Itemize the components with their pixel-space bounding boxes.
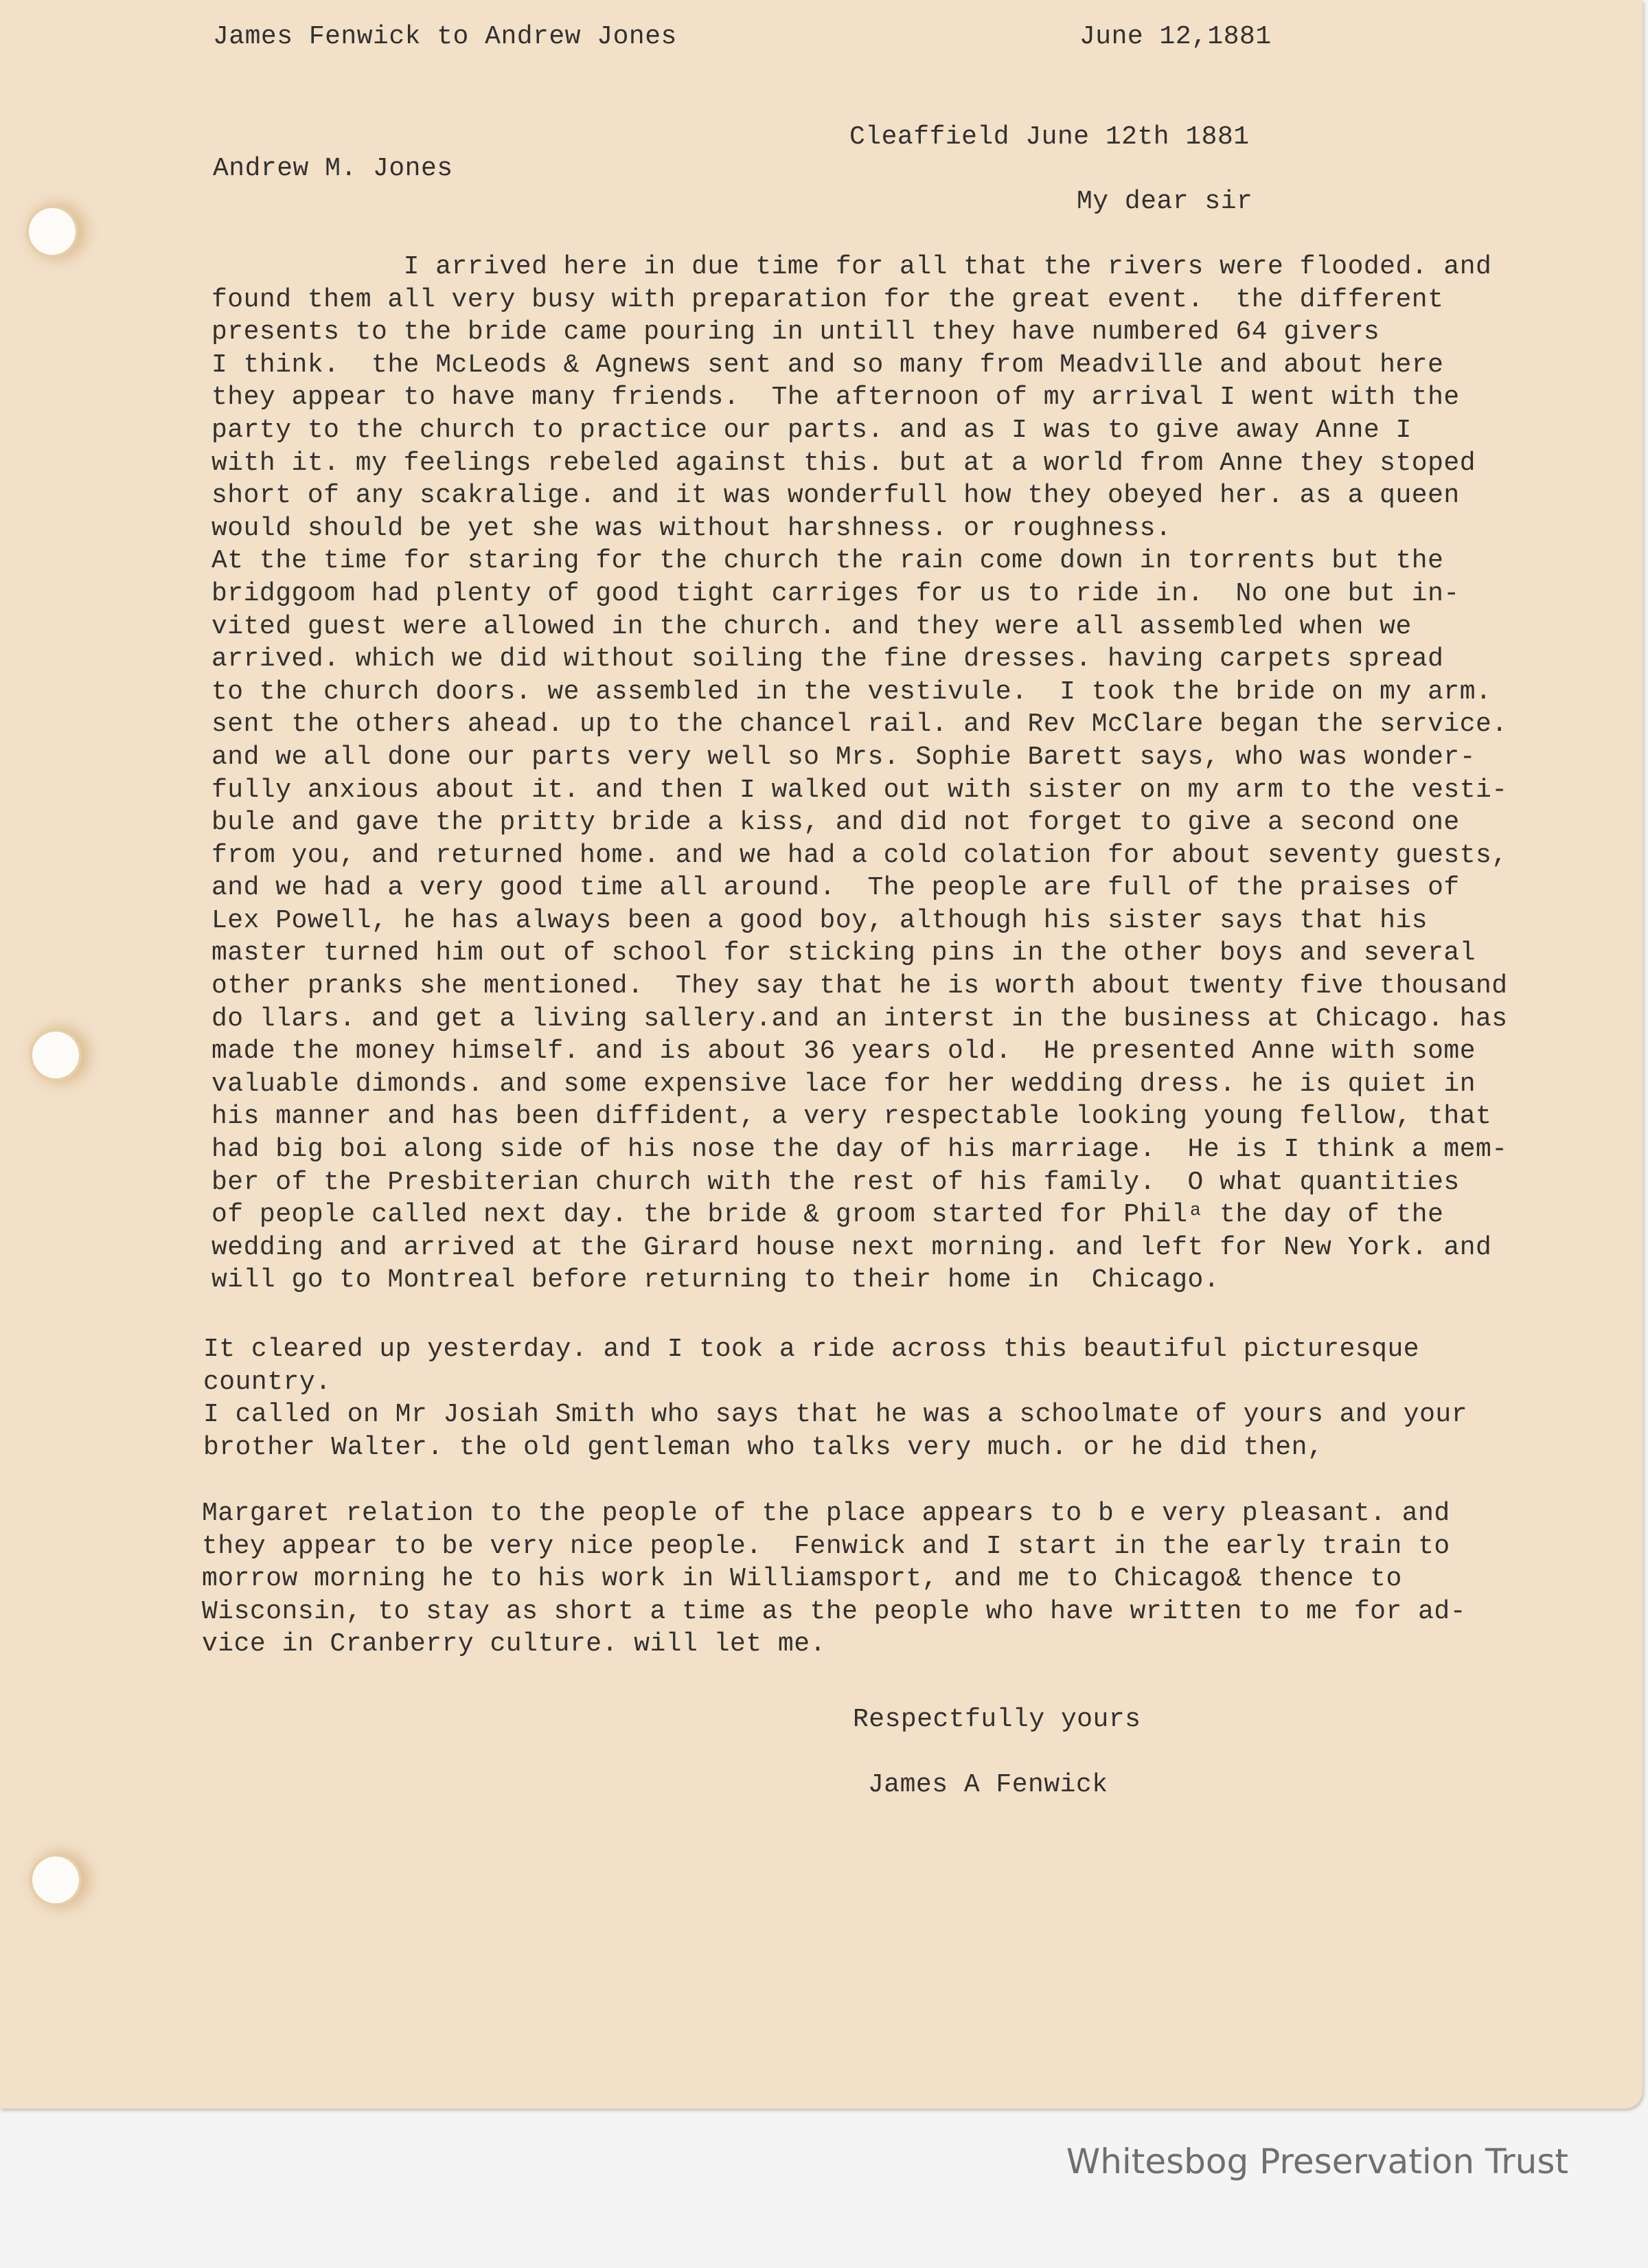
signature: James A Fenwick [868,1770,1108,1800]
footer-credit: Whitesbog Preservation Trust [1066,2142,1568,2181]
punch-hole-middle [32,1032,79,1078]
punch-hole-top [29,208,76,255]
place-date: Cleaffield June 12th 1881 [849,122,1250,152]
recipient: Andrew M. Jones [213,154,453,183]
salutation: My dear sir [1077,187,1253,216]
header-right: June 12,1881 [1079,22,1272,52]
body-paragraph-3: Margaret relation to the people of the place appears to b e very pleasant. and they appear to be very nice people. Fenwick and I start in the early train to morrow morning he to his work in Williamsport, and me to Chicago& thence to Wisconsin, to stay as short a time as the people who have written to me for ad- vice in Cranberry culture. will let me. [202,1499,1466,1659]
punch-hole-bottom [32,1857,79,1903]
header-left: James Fenwick to Andrew Jones [213,22,677,52]
body-paragraph-1: I arrived here in due time for all that the rivers were flooded. and found them all very busy with preparation for the great event. the different presents to the bride came pouring in untill they have numbered 64 givers I think. the McLeods & Agnews sent and so many from Meadville and about here they appear to have many friends. The afternoon of my arrival I went with the party to the church to practice our parts. and as I was to give away Anne I with it. my feelings rebeled against this. but at a world from Anne they stoped short of any scakralige. and it was wonderfull how they obeyed her. as a queen would should be yet she was without harshness. or roughness. At the time for staring for the church the rain come down in torrents but the bridggoom had plenty of good tight carriges for us to ride in. No one but in- vited guest were allowed in the church. and they were all assembled when we arrived. which we did without soiling the fine dresses. having carpets spread to the church doors. we assembled in the vestivule. I took the bride on my arm. sent the others ahead. up to the chancel rail. and Rev McClare began the service. and we all done our parts very well so Mrs. Sophie Barett says, who was wonder- fully anxious about it. and then I walked out with sister on my arm to the vesti- bule and gave the pritty bride a kiss, and did not forget to give a second one from you, and returned home. and we had a cold colation for about seventy guests, and we had a very good time all around. The people are full of the praises of Lex Powell, he has always been a good boy, although his sister says that his master turned him out of school for sticking pins in the other boys and several other pranks she mentioned. They say that he is worth about twenty five thousand do llars. and get a living sallery.and an interst in the business at Chicago. has made the money himself. and is about 36 years old. He presented Anne with some valuable dimonds. and some expensive lace for her wedding dress. he is quiet in his manner and has been diffident, a very respectable looking young fellow, that had big boi along side of his nose the day of his marriage. He is I think a mem- ber of the Presbiterian church with the rest of his family. O what quantities of people called next day. the bride & groom started for Philᵃ the day of the wedding and arrived at the Girard house next morning. and left for New York. and will go to Montreal before returning to their home in Chicago. [211,252,1508,1295]
body-paragraph-2: It cleared up yesterday. and I took a ride across this beautiful picturesque country. I called on Mr Josiah Smith who says that he was a schoolmate of yours and your brother Walter. the old gentleman who talks very much. or he did then, [203,1335,1467,1462]
closing: Respectfully yours [853,1705,1141,1734]
